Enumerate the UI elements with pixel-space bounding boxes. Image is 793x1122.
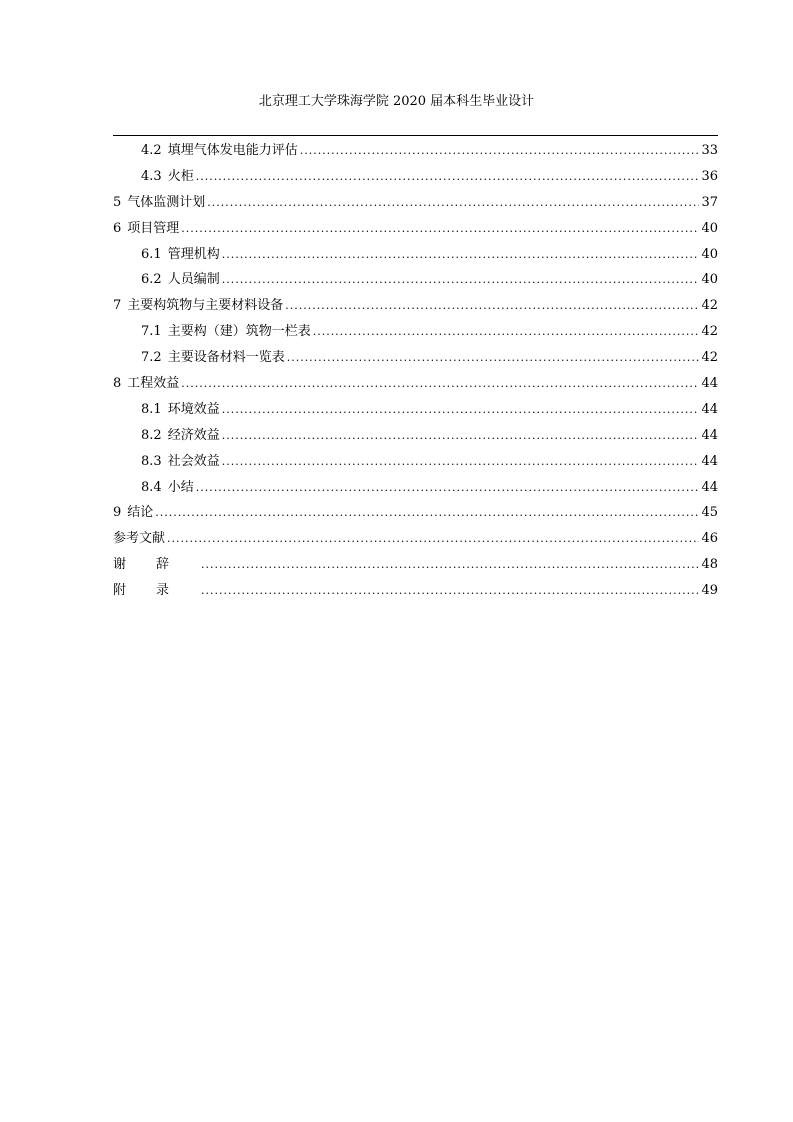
toc-entry[interactable] (113, 324, 718, 350)
toc-entry[interactable] (113, 402, 718, 428)
toc-entry[interactable] (113, 350, 718, 376)
toc-entry-title: 主要设备材料一览表 (167, 350, 285, 366)
table-of-contents (113, 143, 718, 609)
toc-dot-leader (181, 376, 699, 392)
toc-entry-page: 42 (701, 324, 718, 340)
toc-dot-leader (196, 169, 700, 185)
toc-entry-page: 45 (701, 505, 718, 521)
toc-entry-page: 40 (701, 272, 718, 288)
toc-entry[interactable] (113, 376, 718, 402)
toc-dot-leader (300, 143, 700, 159)
toc-entry-number: 5 (113, 194, 122, 210)
toc-entry-number: 4.2 (141, 143, 162, 158)
toc-entry-title: 主要构（建）筑物一栏表 (167, 324, 311, 340)
toc-entry-number: 6.2 (141, 272, 162, 288)
toc-dot-leader (222, 402, 700, 418)
toc-entry-number: 8.3 (141, 453, 162, 469)
toc-entry[interactable] (113, 505, 718, 531)
toc-entry[interactable] (113, 221, 718, 247)
toc-entry[interactable] (113, 247, 718, 273)
toc-entry-page: 36 (701, 168, 718, 184)
toc-entry-title: 填埋气体发电能力评估 (167, 143, 298, 158)
toc-dot-leader (207, 195, 699, 211)
toc-entry-title: 火柜 (167, 168, 194, 184)
toc-entry[interactable] (113, 454, 718, 480)
toc-entry-page: 37 (701, 194, 718, 210)
toc-entry-number: 8.4 (141, 479, 162, 495)
toc-entry-title: 附录 (113, 583, 200, 599)
toc-entry-number: 8.1 (141, 401, 162, 417)
toc-entry[interactable] (113, 169, 718, 195)
toc-dot-leader (196, 480, 700, 496)
toc-entry-number: 6.1 (141, 246, 162, 262)
toc-entry[interactable] (113, 480, 718, 506)
toc-entry-page: 44 (701, 401, 718, 417)
toc-entry-page: 49 (701, 583, 718, 599)
toc-entry-page: 44 (701, 427, 718, 443)
toc-dot-leader (313, 324, 700, 340)
toc-entry-number: 6 (113, 220, 122, 236)
toc-entry-page: 44 (701, 453, 718, 469)
toc-entry-title: 气体监测计划 (127, 194, 206, 210)
toc-entry-title: 项目管理 (127, 220, 180, 236)
toc-entry-title: 管理机构 (167, 246, 220, 262)
toc-entry-title: 经济效益 (167, 427, 220, 443)
toc-entry-page: 44 (701, 479, 718, 495)
toc-entry[interactable] (113, 531, 718, 557)
toc-entry-page: 40 (701, 220, 718, 236)
toc-entry-number: 8.2 (141, 427, 162, 443)
toc-entry[interactable] (113, 557, 718, 583)
toc-entry-title: 参考文献 (113, 531, 166, 547)
toc-dot-leader (155, 505, 699, 521)
toc-entry-title: 结论 (127, 505, 154, 521)
toc-entry-number: 8 (113, 376, 122, 392)
toc-entry-page: 42 (701, 350, 718, 366)
toc-entry-page: 48 (701, 557, 718, 573)
toc-entry-title: 谢辞 (113, 557, 200, 573)
toc-entry-page: 40 (701, 246, 718, 262)
toc-entry-title: 人员编制 (167, 272, 220, 288)
toc-dot-leader (201, 583, 699, 599)
toc-dot-leader (285, 298, 699, 314)
toc-dot-leader (167, 531, 699, 547)
toc-dot-leader (222, 454, 700, 470)
toc-entry[interactable] (113, 272, 718, 298)
toc-entry-page: 33 (701, 143, 718, 158)
toc-entry[interactable] (113, 428, 718, 454)
toc-entry-title: 主要构筑物与主要材料设备 (127, 298, 284, 314)
toc-entry-page: 42 (701, 298, 718, 314)
toc-dot-leader (222, 247, 700, 263)
toc-entry-title: 工程效益 (127, 376, 180, 392)
page-header: 北京理工大学珠海学院 2020 届本科生毕业设计 (258, 94, 535, 109)
header-divider (113, 135, 718, 136)
toc-entry-title: 环境效益 (167, 401, 220, 417)
toc-entry-page: 44 (701, 376, 718, 392)
toc-entry-title: 小结 (167, 479, 194, 495)
toc-dot-leader (201, 557, 699, 573)
toc-dot-leader (181, 221, 699, 237)
toc-entry-title: 社会效益 (167, 453, 220, 469)
toc-entry-number: 7.2 (141, 350, 162, 366)
toc-entry[interactable] (113, 583, 718, 609)
toc-entry-page: 46 (701, 531, 718, 547)
toc-dot-leader (287, 350, 700, 366)
toc-dot-leader (222, 272, 700, 288)
toc-entry[interactable] (113, 195, 718, 221)
toc-entry[interactable] (113, 298, 718, 324)
toc-entry-number: 7.1 (141, 324, 162, 340)
toc-entry-number: 7 (113, 298, 122, 314)
toc-entry-number: 9 (113, 505, 122, 521)
toc-entry[interactable] (113, 143, 718, 169)
toc-dot-leader (222, 428, 700, 444)
toc-entry-number: 4.3 (141, 168, 162, 184)
